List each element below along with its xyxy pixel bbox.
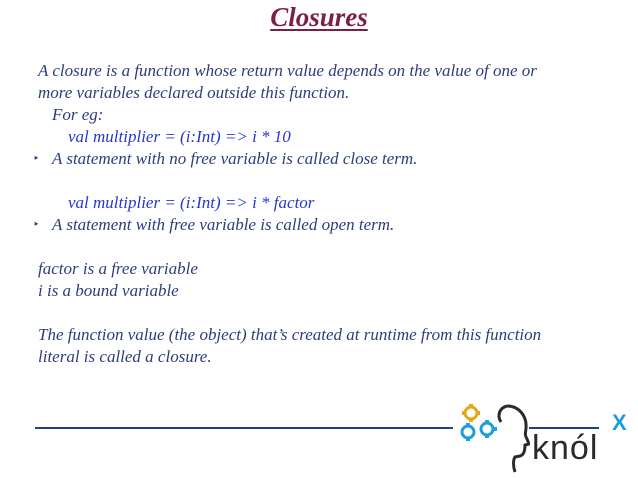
- slide-body: [33, 60, 628, 368]
- body-line: For eg:: [52, 105, 104, 124]
- knolx-logo-x: X: [612, 410, 627, 435]
- bullet-icon: ‣: [33, 153, 40, 165]
- bullet-text: A statement with free variable is called open term.: [52, 215, 395, 234]
- knolx-head-gear-icon: [455, 402, 530, 474]
- body-line: more variables declared outside this function.: [38, 83, 350, 102]
- knolx-logo-text: knól: [532, 429, 599, 467]
- body-line: A closure is a function whose return value depends on the value of one or: [38, 61, 537, 80]
- code-line: val multiplier = (i:Int) => i * factor: [68, 193, 315, 212]
- slide-title: Closures: [270, 2, 368, 32]
- footer-rule: [35, 427, 453, 429]
- code-line: val multiplier = (i:Int) => i * 10: [68, 127, 291, 146]
- bullet-item: [33, 148, 628, 170]
- body-line: The function value (the object) that’s created at runtime from this function: [38, 325, 542, 344]
- body-line: literal is called a closure.: [38, 347, 212, 366]
- body-line: i is a bound variable: [38, 281, 179, 300]
- bullet-icon: ‣: [33, 219, 40, 231]
- bullet-text: A statement with no free variable is called close term.: [52, 149, 418, 168]
- bullet-item: [33, 214, 628, 236]
- body-line: factor is a free variable: [38, 259, 198, 278]
